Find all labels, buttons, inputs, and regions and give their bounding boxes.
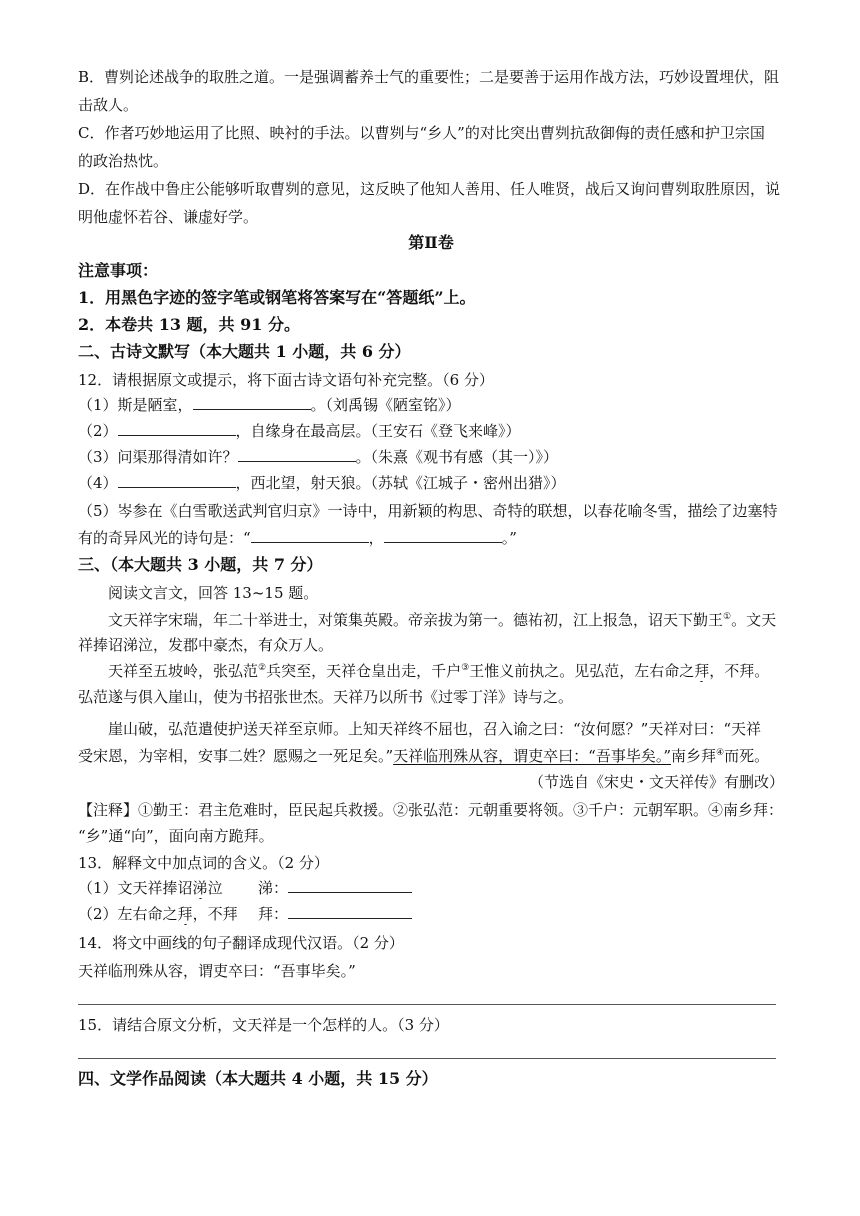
q12-item-3-pre: （3）问渠那得清如许？: [78, 448, 238, 466]
footnote-mark-3: ③: [461, 663, 470, 673]
annotation-line1: 【注释】①勤王：君主危难时，臣民起兵救援。②张弘范：元朝重要将领。③千户：元朝军职。④南乡拜：: [78, 801, 784, 819]
passage-p1-line1: [78, 609, 784, 631]
q12-item-2: [78, 420, 784, 442]
q13-item-1: [78, 877, 784, 899]
q15-answer-line[interactable]: [78, 1058, 776, 1059]
section-title: 第Ⅱ卷: [408, 233, 454, 252]
q12-blank-1[interactable]: [193, 394, 311, 410]
q12-item-5-line2: [78, 527, 784, 549]
q12-item-5-mid: ，: [368, 529, 384, 547]
passage-source: （节选自《宋史・文天祥传》有删改）: [528, 773, 784, 791]
question-14: 14．将文中画线的句子翻译成现代汉语。（2 分）: [78, 934, 404, 952]
q13-item-1-post: 泣: [207, 879, 223, 897]
question-15: 15．请结合原文分析，文天祥是一个怎样的人。（3 分）: [78, 1016, 449, 1034]
q12-item-5-line1: （5）岑参在《白雪歌送武判官归京》一诗中，用新颖的构思、奇特的联想，以春花喻冬雪，描绘了边塞特: [78, 502, 778, 520]
q14-answer-line[interactable]: [78, 1004, 776, 1005]
annotation-line2: “乡”通“向”，面向南方跪拜。: [78, 827, 274, 845]
q13-item-2-pre: （2）左右命之: [78, 905, 178, 923]
question-12: 12．请根据原文或提示，将下面古诗文语句补充完整。（6 分）: [78, 371, 494, 389]
q13-answer-1[interactable]: [288, 877, 412, 893]
passage-intro: 阅读文言文，回答 13~15 题。: [108, 584, 319, 602]
option-b-line2: 击敌人。: [78, 96, 139, 114]
q12-item-4: [78, 472, 784, 494]
part3-heading: 三、（本大题共 3 小题，共 7 分）: [78, 555, 323, 574]
passage-p1-line1-b: 。文天: [731, 611, 777, 629]
passage-p2-seg-c: 王惟义前执之。见弘范，左右命之: [469, 662, 695, 680]
q13-label-1: [258, 877, 412, 899]
part4-heading: 四、文学作品阅读（本大题共 4 小题，共 15 分）: [78, 1069, 438, 1088]
dotted-word-bai-2: 拜: [177, 905, 193, 923]
note-2: 2．本卷共 13 题，共 91 分。: [78, 315, 300, 334]
q12-item-3-post: 。（朱熹《观书有感（其一）》）: [355, 448, 559, 466]
q12-item-5-pre: 有的奇异风光的诗句是：“: [78, 529, 251, 547]
option-c-line1: C．作者巧妙地运用了比照、映衬的手法。以曹刿与“乡人”的对比突出曹刿抗敌御侮的责任感和护卫宗国: [78, 124, 765, 142]
option-b-line1: B．曹刿论述战争的取胜之道。一是强调蓄养士气的重要性；二是要善于运用作战方法，巧妙设置埋伏，阻: [78, 68, 780, 86]
q12-item-3: [78, 446, 784, 468]
question-13: 13．解释文中加点词的含义。（2 分）: [78, 854, 329, 872]
passage-p3-seg-c: 而死。: [724, 747, 770, 765]
passage-p2-line1: [78, 660, 784, 682]
q14-sentence: 天祥临刑殊从容，谓吏卒曰：“吾事毕矣。”: [78, 962, 356, 980]
option-c-line2: 的政治热忱。: [78, 152, 169, 170]
passage-p3-seg-a: 受宋恩，为宰相，安事二姓？愿赐之一死足矣。”: [78, 747, 394, 765]
passage-p2-seg-d: ，不拜。: [709, 662, 770, 680]
passage-p3-line1: 崖山破，弘范遣使护送天祥至京师。上知天祥终不屈也，召入谕之曰：“汝何愿？”天祥对曰：“天祥: [108, 720, 762, 738]
passage-p3-line2: [78, 745, 784, 767]
underlined-sentence: 天祥临刑殊从容，谓吏卒曰：“吾事毕矣。”: [393, 747, 672, 765]
dotted-word-bai: 拜: [694, 662, 710, 680]
part2-heading: 二、古诗文默写（本大题共 1 小题，共 6 分）: [78, 342, 411, 361]
q13-item-1-pre: （1）文天祥捧诏: [78, 879, 193, 897]
q12-blank-3[interactable]: [238, 446, 356, 462]
passage-p2-line2: 弘范遂与俱入崖山，使为书招张世杰。天祥乃以所书《过零丁洋》诗与之。: [78, 688, 574, 706]
footnote-mark-4: ④: [716, 748, 725, 758]
notes-heading: 注意事项：: [78, 261, 159, 280]
q12-blank-5b[interactable]: [384, 527, 502, 543]
option-d-line1: D．在作战中鲁庄公能够听取曹刿的意见，这反映了他知人善用、任人唯贤，战后又询问曹刿取胜原因，说: [78, 180, 781, 198]
passage-p2-seg-b: 兵突至，天祥仓皇出走，千户: [266, 662, 462, 680]
q12-item-1-pre: （1）斯是陋室，: [78, 396, 193, 414]
passage-p3-seg-b: 南乡拜: [671, 747, 717, 765]
dotted-word-ti: 涕: [192, 879, 208, 897]
q12-item-1: [78, 394, 784, 416]
q13-item-2-post: ，不拜: [192, 905, 238, 923]
passage-p1-line2: 祥捧诏涕泣，发郡中豪杰，有众万人。: [78, 636, 334, 654]
q13-label-2-text: 拜：: [258, 905, 289, 923]
q13-item-2: [78, 903, 784, 925]
q12-item-2-pre: （2）: [78, 422, 118, 440]
q12-item-2-post: ，自缘身在最高层。（王安石《登飞来峰》）: [235, 422, 521, 440]
q12-blank-5a[interactable]: [251, 527, 369, 543]
q13-answer-2[interactable]: [288, 903, 412, 919]
q12-blank-4[interactable]: [118, 472, 236, 488]
passage-p1-line1-a: 文天祥字宋瑞，年二十举进士，对策集英殿。帝亲拔为第一。德祐初，江上报急，诏天下勤王: [108, 611, 724, 629]
note-1: 1．用黑色字迹的签字笔或钢笔将答案写在“答题纸”上。: [78, 288, 476, 307]
q13-label-1-text: 涕：: [258, 879, 289, 897]
q12-item-1-post: 。（刘禹锡《陋室铭》）: [310, 396, 461, 414]
q12-item-4-pre: （4）: [78, 474, 118, 492]
footnote-mark-2: ②: [258, 663, 267, 673]
footnote-mark-1: ①: [723, 612, 732, 622]
q12-blank-2[interactable]: [118, 420, 236, 436]
q13-label-2: [258, 903, 412, 925]
passage-p2-seg-a: 天祥至五坡岭，张弘范: [108, 662, 259, 680]
option-d-line2: 明他虚怀若谷、谦虚好学。: [78, 208, 259, 226]
q12-item-4-post: ，西北望，射天狼。（苏轼《江城子・密州出猎》）: [235, 474, 566, 492]
q12-item-5-end: 。”: [501, 529, 517, 547]
